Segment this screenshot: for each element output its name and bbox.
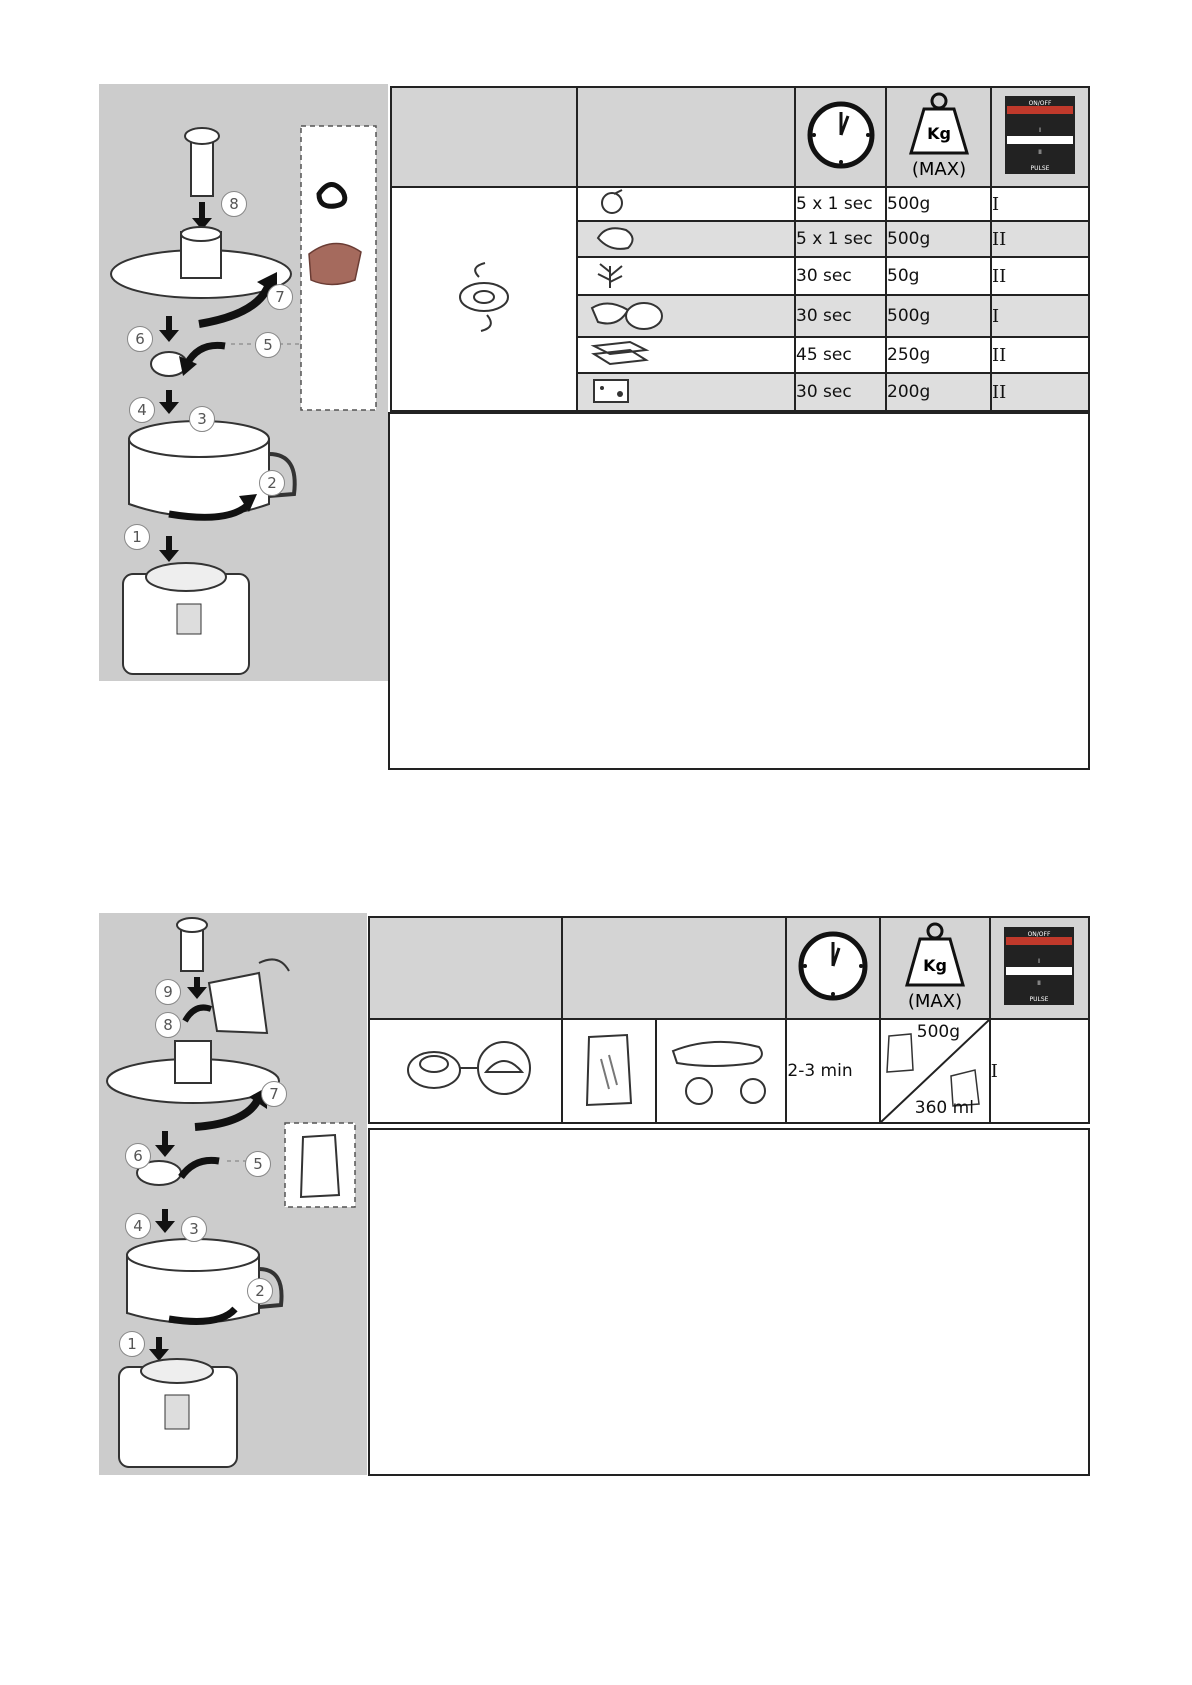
- dough-blade-icon: [369, 1019, 562, 1123]
- liquid-value: 360 ml: [914, 1098, 974, 1118]
- step-1-badge: 1: [124, 524, 150, 550]
- step-5-badge: 5: [245, 1151, 271, 1177]
- svg-text:Kg: Kg: [926, 124, 951, 143]
- time-cell: 5 x 1 sec: [795, 187, 886, 221]
- svg-text:II: II: [1038, 149, 1042, 156]
- svg-text:(MAX): (MAX): [907, 991, 962, 1012]
- clock-icon: [786, 917, 879, 1019]
- weight-kg-icon: [886, 87, 991, 187]
- chopping-blade-icon: [391, 187, 577, 411]
- header-blank-1: [391, 87, 577, 187]
- step-7-badge: 7: [267, 284, 293, 310]
- weight-kg-icon: [880, 917, 990, 1019]
- svg-text:PULSE: PULSE: [1030, 165, 1050, 172]
- herbs-icon: [577, 257, 795, 295]
- instruction-box-2: [368, 1128, 1090, 1476]
- header-blank-1: [369, 917, 562, 1019]
- step-6-badge: 6: [127, 326, 153, 352]
- chopping-spec-table: [390, 86, 1090, 412]
- weight-cell: 500g: [886, 221, 991, 257]
- time-cell: 2-3 min: [786, 1019, 879, 1123]
- svg-text:PULSE: PULSE: [1029, 996, 1049, 1003]
- weight-cell: 500g: [886, 187, 991, 221]
- step-8-badge: 8: [221, 191, 247, 217]
- weight-cell: 200g: [886, 373, 991, 411]
- header-blank-2: [577, 87, 795, 187]
- weight-cell: 500g: [886, 295, 991, 337]
- weight-liquid-cell: [880, 1019, 990, 1123]
- vegetables-icon: [577, 295, 795, 337]
- speed-cell: II: [991, 337, 1089, 373]
- step-2-badge: 2: [247, 1278, 273, 1304]
- speed-cell: I: [991, 187, 1089, 221]
- dough-spec-table: [368, 916, 1090, 1124]
- food-processor-assembly-drawing: [99, 84, 388, 681]
- step-8-badge: 8: [155, 1012, 181, 1038]
- step-7-badge: 7: [261, 1081, 287, 1107]
- svg-text:I: I: [1039, 127, 1041, 134]
- speed-cell: I: [991, 295, 1089, 337]
- step-4-badge: 4: [125, 1213, 151, 1239]
- step-6-badge: 6: [125, 1143, 151, 1169]
- svg-text:ON/OFF: ON/OFF: [1027, 931, 1051, 938]
- speed-cell: I: [990, 1019, 1089, 1123]
- dough-assembly-drawing: [99, 913, 367, 1475]
- weight-cell: 50g: [886, 257, 991, 295]
- time-cell: 45 sec: [795, 337, 886, 373]
- flour-bag-icon: [562, 1019, 656, 1123]
- step-4-badge: 4: [129, 397, 155, 423]
- bun-icon: [741, 1079, 765, 1103]
- assembly-illustration-2: [99, 913, 367, 1475]
- speed-cell: II: [991, 373, 1089, 411]
- time-cell: 30 sec: [795, 257, 886, 295]
- time-cell: 30 sec: [795, 295, 886, 337]
- svg-text:I: I: [1038, 958, 1041, 965]
- svg-text:ON/OFF: ON/OFF: [1028, 100, 1052, 107]
- onion-icon: [577, 187, 795, 221]
- speed-control-icon: [991, 87, 1089, 187]
- step-2-badge: 2: [259, 470, 285, 496]
- step-3-badge: 3: [189, 406, 215, 432]
- step-5-badge: 5: [255, 332, 281, 358]
- weight-value: 500g: [916, 1022, 961, 1042]
- bacon-icon: [577, 337, 795, 373]
- instruction-box-1: [388, 412, 1090, 770]
- step-1-badge: 1: [119, 1331, 145, 1357]
- pizza-icon: [686, 1078, 712, 1104]
- header-blank-2: [562, 917, 787, 1019]
- svg-text:II: II: [1037, 980, 1042, 987]
- svg-text:Kg: Kg: [922, 956, 947, 975]
- step-3-badge: 3: [181, 1216, 207, 1242]
- speed-control-icon: [990, 917, 1089, 1019]
- cheese-icon: [577, 373, 795, 411]
- weight-cell: 250g: [886, 337, 991, 373]
- bread-icon: [656, 1019, 787, 1123]
- time-cell: 30 sec: [795, 373, 886, 411]
- speed-cell: II: [991, 221, 1089, 257]
- meat-icon: [577, 221, 795, 257]
- clock-icon: [795, 87, 886, 187]
- time-cell: 5 x 1 sec: [795, 221, 886, 257]
- speed-cell: II: [991, 257, 1089, 295]
- svg-text:(MAX): (MAX): [911, 159, 966, 180]
- assembly-illustration-1: [99, 84, 388, 681]
- step-9-badge: 9: [155, 979, 181, 1005]
